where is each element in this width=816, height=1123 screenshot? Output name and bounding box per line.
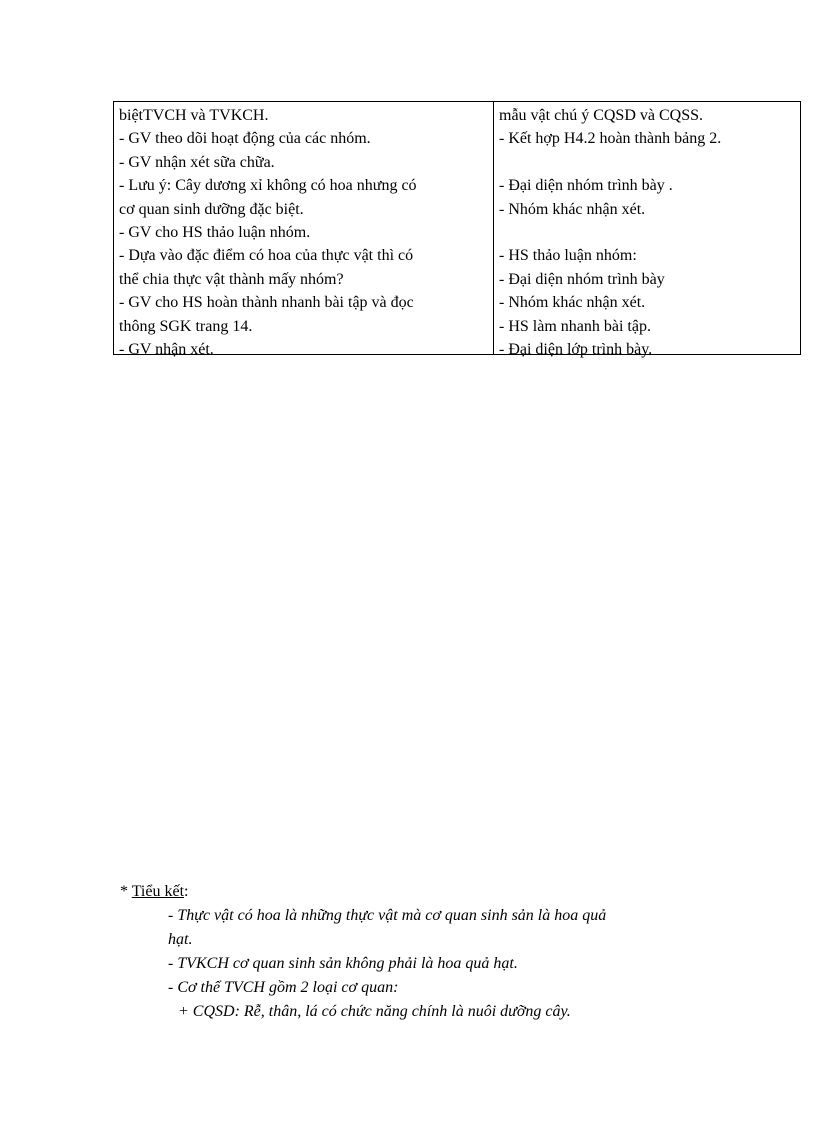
summary-heading-text: Tiểu kết bbox=[131, 883, 185, 900]
teacher-line: - GV theo dõi hoạt động của các nhóm. bbox=[119, 130, 371, 148]
summary-bullet: * bbox=[120, 883, 132, 900]
teacher-line: thông SGK trang 14. bbox=[119, 317, 253, 335]
teacher-line: cơ quan sinh dưỡng đặc biệt. bbox=[119, 200, 304, 218]
student-line: - Nhóm khác nhận xét. bbox=[499, 200, 646, 218]
teacher-line: biệtTVCH và TVKCH. bbox=[119, 107, 269, 124]
teacher-line: - GV nhận xét sữa chữa. bbox=[119, 153, 275, 171]
student-line: - Kết hợp H4.2 hoàn thành bảng 2. bbox=[499, 130, 722, 148]
student-activity-column bbox=[494, 102, 800, 358]
summary-heading-colon: : bbox=[184, 883, 189, 900]
summary-line: - Cơ thể TVCH gồm 2 loại cơ quan: bbox=[168, 979, 399, 996]
student-line: - HS thảo luận nhóm: bbox=[499, 247, 637, 265]
activity-table bbox=[113, 101, 801, 358]
summary-line: + CQSD: Rễ, thân, lá có chức năng chính là nuôi dưỡng cây. bbox=[178, 1003, 571, 1020]
summary-heading bbox=[120, 880, 720, 904]
teacher-line: - GV nhận xét. bbox=[119, 340, 214, 358]
summary-line: - Thực vật có hoa là những thực vật mà cơ quan sinh sản là hoa quả bbox=[168, 907, 607, 924]
student-line bbox=[499, 221, 800, 244]
student-line: - Đại diện nhóm trình bày . bbox=[499, 177, 673, 195]
student-line: mẫu vật chú ý CQSD và CQSS. bbox=[499, 107, 703, 124]
teacher-line: - GV cho HS hoàn thành nhanh bài tập và đọc bbox=[119, 294, 414, 312]
student-line: - HS làm nhanh bài tập. bbox=[499, 317, 651, 335]
teacher-line: thể chia thực vật thành mấy nhóm? bbox=[119, 270, 344, 288]
teacher-line: - Dựa vào đặc điểm có hoa của thực vật thì có bbox=[119, 247, 414, 265]
teacher-activity-column bbox=[114, 102, 494, 358]
summary-line: hạt. bbox=[168, 931, 193, 948]
student-line: - Đại diện lớp trình bày. bbox=[499, 340, 653, 358]
student-line: - Nhóm khác nhận xét. bbox=[499, 294, 646, 312]
teacher-line: - Lưu ý: Cây dương xỉ không có hoa nhưng có bbox=[119, 177, 417, 195]
summary-line: - TVKCH cơ quan sinh sản không phải là hoa quả hạt. bbox=[168, 955, 518, 972]
student-line: - Đại diện nhóm trình bày bbox=[499, 270, 665, 288]
student-line bbox=[499, 151, 800, 174]
teacher-line: - GV cho HS thảo luận nhóm. bbox=[119, 223, 311, 241]
summary-section bbox=[120, 880, 720, 1024]
